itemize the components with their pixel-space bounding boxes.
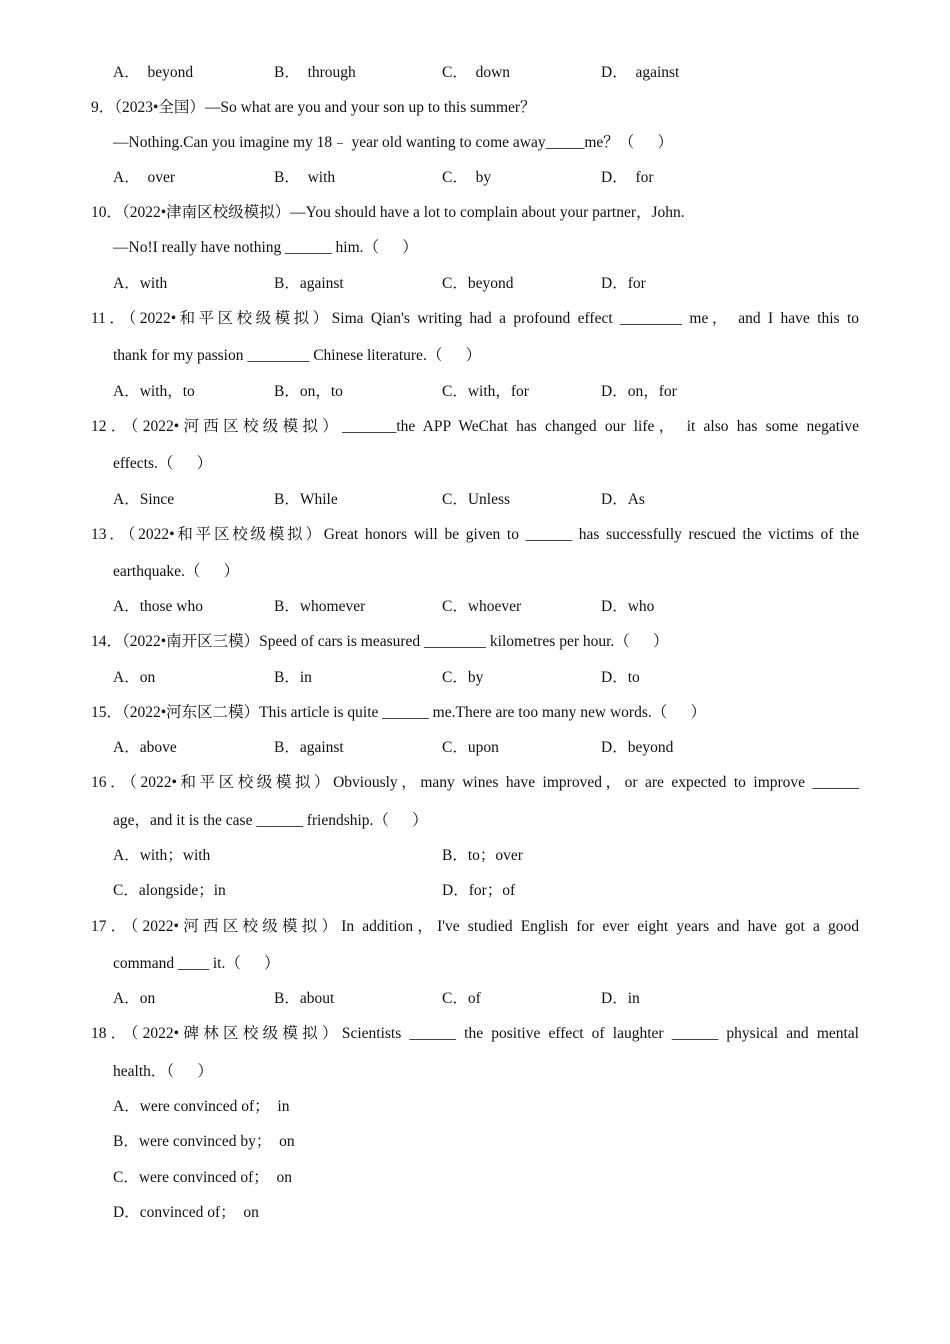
- option-c: C．with，for: [442, 383, 529, 400]
- option-a: A．on: [113, 990, 156, 1007]
- question-stem: 18．（2022•碑林区校级模拟）Scientists ______ the positive effect of laughter ______ physical and mental: [91, 1025, 859, 1042]
- option-c: C．of: [442, 990, 481, 1007]
- option-b: B．to；over: [442, 847, 523, 864]
- question-stem-continued: health．（ ）: [113, 1063, 213, 1080]
- question-stem: 9．（2023•全国）—So what are you and your son up to this summer？: [91, 99, 536, 116]
- option-d: D．for: [601, 275, 646, 292]
- option-a: A．Since: [113, 491, 175, 508]
- option-a: A．those who: [113, 598, 203, 615]
- option-a: A．on: [113, 669, 156, 686]
- question-stem: 12．（2022•河西区校级模拟）_______the APP WeChat has changed our life， it also has some negative: [91, 418, 859, 435]
- option-a: A． over: [113, 169, 175, 186]
- question-stem: 10．（2022•津南区校级模拟）—You should have a lot to complain about your partner，John.: [91, 204, 685, 221]
- question-stem: 16．（2022•和平区校级模拟）Obviously，many wines have improved，or are expected to improve ______: [91, 774, 859, 791]
- option-b: B．against: [274, 739, 344, 756]
- option-a: A．were convinced of； in: [113, 1098, 290, 1115]
- question-stem: 14．（2022•南开区三模）Speed of cars is measured ________ kilometres per hour.（ ）: [91, 633, 669, 650]
- option-c: C．by: [442, 669, 484, 686]
- option-d: D． for: [601, 169, 654, 186]
- option-b: B．about: [274, 990, 335, 1007]
- question-stem-continued: age，and it is the case ______ friendship.（ ）: [113, 812, 428, 829]
- question-stem: 11．（2022•和平区校级模拟）Sima Qian's writing had a profound effect ________ me， and I have this to: [91, 310, 859, 327]
- option-d: D．who: [601, 598, 655, 615]
- option-d: D．As: [601, 491, 645, 508]
- option-d: D．beyond: [601, 739, 674, 756]
- option-b: B． with: [274, 169, 336, 186]
- question-stem-continued: command ____ it.（ ）: [113, 955, 280, 972]
- option-d: D．to: [601, 669, 640, 686]
- question-stem-continued: earthquake.（ ）: [113, 563, 240, 580]
- option-c: C． down: [442, 64, 511, 81]
- option-a: A．above: [113, 739, 177, 756]
- option-c: C．beyond: [442, 275, 514, 292]
- option-a: A．with；with: [113, 847, 211, 864]
- option-b: B． through: [274, 64, 356, 81]
- question-stem-continued: —No!I really have nothing ______ him.（ ）: [113, 239, 418, 256]
- option-b: B．in: [274, 669, 312, 686]
- question-stem: 13．（2022•和平区校级模拟）Great honors will be given to ______ has successfully rescued the victims of the: [91, 526, 859, 543]
- question-stem: 15．（2022•河东区二模）This article is quite ______ me.There are too many new words.（ ）: [91, 704, 706, 721]
- option-a: A．with: [113, 275, 168, 292]
- option-c: C． by: [442, 169, 492, 186]
- question-stem-continued: effects.（ ）: [113, 455, 213, 472]
- option-b: B．whomever: [274, 598, 366, 615]
- option-c: C．alongside；in: [113, 882, 226, 899]
- option-c: C．upon: [442, 739, 499, 756]
- option-c: C．whoever: [442, 598, 522, 615]
- option-d: D． against: [601, 64, 680, 81]
- option-b: B．against: [274, 275, 344, 292]
- option-c: C．were convinced of； on: [113, 1169, 293, 1186]
- option-b: B．were convinced by； on: [113, 1133, 295, 1150]
- question-stem: 17．（2022•河西区校级模拟）In addition，I've studied English for ever eight years and have got a good: [91, 918, 859, 935]
- option-b: B．While: [274, 491, 338, 508]
- option-d: D．for；of: [442, 882, 516, 899]
- option-d: D．convinced of； on: [113, 1204, 259, 1221]
- option-b: B．on，to: [274, 383, 343, 400]
- question-stem-continued: —Nothing.Can you imagine my 18﹣ year old wanting to come away_____me？（ ）: [113, 134, 674, 151]
- option-d: D．in: [601, 990, 640, 1007]
- option-c: C．Unless: [442, 491, 511, 508]
- option-a: A． beyond: [113, 64, 194, 81]
- option-d: D．on，for: [601, 383, 677, 400]
- option-a: A．with，to: [113, 383, 195, 400]
- question-stem-continued: thank for my passion ________ Chinese literature.（ ）: [113, 347, 482, 364]
